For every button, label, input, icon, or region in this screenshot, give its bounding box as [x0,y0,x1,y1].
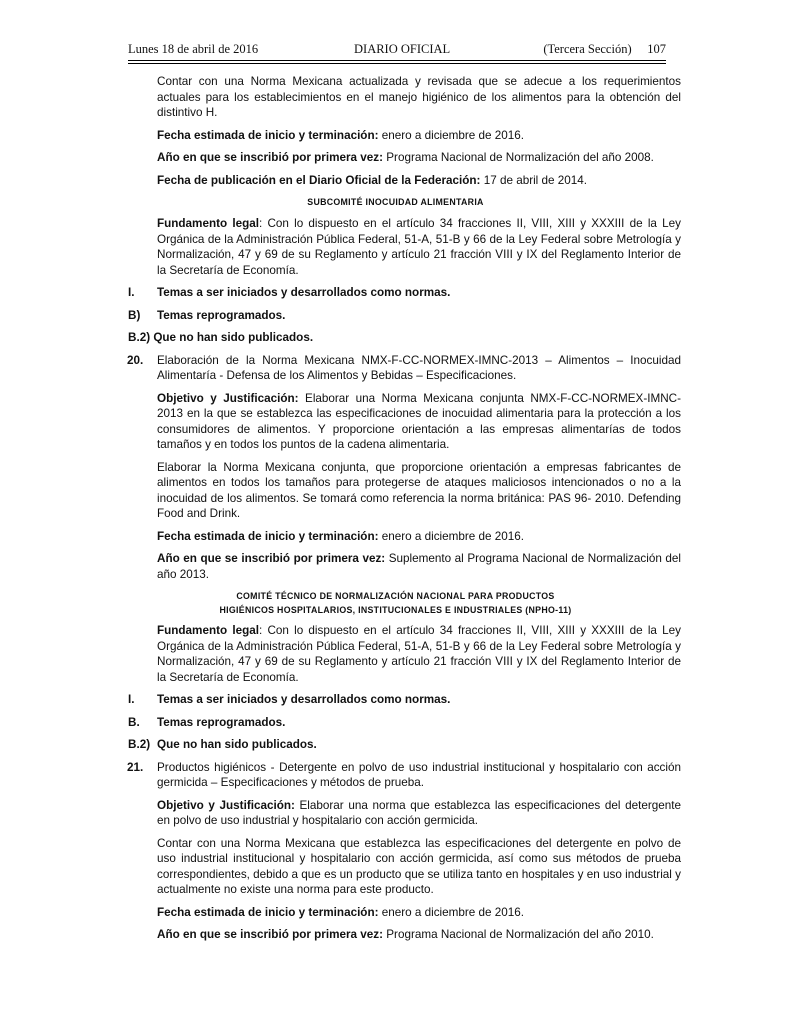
fecha-label: Fecha estimada de inicio y terminación: [157,905,379,919]
fecha-value: enero a diciembre de 2016. [378,905,525,919]
fundamento-value: : Con lo dispuesto en el artículo 34 fracciones II, VIII, XIII y XXXIII de la Ley Orgánica de la Administración Pública Federal, 51-A, 51-B y 66 de la Ley Federal sobre Metrología y Normalización, 47 y 69 de su Reglamento y artículo 21 fracción VIII y IX del Reglamento Interior de la Secretaría de Economía. [157,217,681,277]
section-text: Temas reprogramados. [157,308,286,322]
committee-section-b [128,715,681,731]
fundamento-label: Fundamento legal [157,624,259,637]
item-text: Elaboración de la Norma Mexicana NMX-F-CC-NORMEX-IMNC-2013 – Alimentos – Inocuidad Alimentaría - Defensa de los Alimentos y Bebidas – Especificaciones. [157,353,681,382]
header-rule-top [128,60,666,61]
block1-intro: Contar con una Norma Mexicana actualizada y revisada que se adecue a los requerimientos actuales para los establecimientos en el manejo higiénico de los alimentos para la obtención del distintivo H. [157,75,681,119]
section-text: Temas a ser iniciados y desarrollados como normas. [157,286,451,299]
subcommittee-section-i [128,285,681,301]
anio-value: Programa Nacional de Normalización del año 2008. [383,151,654,164]
fecha-value: enero a diciembre de 2016. [378,529,525,543]
item-21-fecha [157,905,681,921]
anio-value: Suplemento al Programa Nacional de Normalización del año 2013. [157,552,681,581]
fundamento-label: Fundamento legal [157,217,259,230]
fecha-label: Fecha estimada de inicio y terminación: [157,128,379,142]
header-page-number: 107 [647,42,666,56]
section-marker: I. [128,286,135,299]
fecha-label: Fecha estimada de inicio y terminación: [157,529,379,543]
item-20-anio [157,551,681,582]
item-20-objetivo [157,391,681,453]
item-number: 21. [127,760,144,774]
publicacion-label: Fecha de publicación en el Diario Oficial de la Federación: [157,173,481,187]
block1-anio [157,150,681,166]
header-section: (Tercera Sección) [543,42,632,56]
item-20-paragraph: Elaborar la Norma Mexicana conjunta, que proporcione orientación a empresas fabricantes de alimentos en todos los tamaños para protegerse de ataques maliciosos intencionados o no a la inocuidad de los alimentos. Se tomará como referencia la norma británica: PAS 96- 2010. Defending Food and Drink. [157,460,681,520]
subcommittee-section-b [128,308,681,324]
objetivo-value: Elaborar una norma que establezca las especificaciones del detergente en polvo de uso industrial y hospitalario con acción germicida. [157,798,681,827]
objetivo-label: Objetivo y Justificación: [157,798,295,812]
header-date: Lunes 18 de abril de 2016 [128,42,259,56]
item-text: Productos higiénicos - Detergente en polvo de uso industrial institucional y hospitalario con acción germicida – Especificaciones y métodos de prueba. [157,760,681,789]
section-marker: B.2) [128,738,151,751]
committee-section-b2 [128,737,681,753]
subcommittee-title: SUBCOMITÉ INOCUIDAD ALIMENTARIA [307,197,484,207]
committee-fundamento [157,623,681,685]
section-marker: I. [128,693,135,706]
item-21-objetivo [157,798,681,829]
committee-section-i [128,692,681,708]
objetivo-value: Elaborar una Norma Mexicana conjunta NMX-F-CC-NORMEX-IMNC-2013 en la que se establezca las especificaciones de inocuidad alimentaria para la protección a los consumidores de alimentos. Y proporcione orientación a las empresas alimentarías de todos tamaños y en todos los puntos de la cadena alimentaria. [157,391,681,451]
block1-publicacion [157,173,681,189]
committee-title-line1: COMITÉ TÉCNICO DE NORMALIZACIÓN NACIONAL PARA PRODUCTOS [236,591,555,601]
objetivo-label: Objetivo y Justificación: [157,391,299,405]
page-header [128,42,666,60]
item-20-fecha [157,529,681,545]
document-body [0,74,791,950]
section-marker: B) [128,308,141,322]
subcommittee-section-b2: B.2) Que no han sido publicados. [128,331,314,344]
section-text: Temas a ser iniciados y desarrollados como normas. [157,693,451,706]
section-marker: B. [128,715,140,729]
fundamento-value: : Con lo dispuesto en el artículo 34 fracciones II, VIII, XIII y XXXIII de la Ley Orgánica de la Administración Pública Federal, 51-A, 51-B y 66 de la Ley Federal sobre Metrología y Normalización, 47 y 69 de su Reglamento y artículo 21 fracción VIII y IX del Reglamento Interior de la Secretaría de Economía. [157,624,681,684]
item-number: 20. [127,353,144,367]
header-publication: DIARIO OFICIAL [354,42,451,56]
anio-label: Año en que se inscribió por primera vez: [157,151,384,164]
committee-title [110,589,681,617]
item-21-anio [157,927,681,943]
section-text: Que no han sido publicados. [157,738,317,751]
item-20 [127,353,681,384]
section-text: Temas reprogramados. [157,715,286,729]
anio-label: Año en que se inscribió por primera vez: [157,552,386,565]
anio-label: Año en que se inscribió por primera vez: [157,928,384,941]
item-21 [127,760,681,791]
header-rule-bottom [128,63,666,64]
header-section-page [543,42,666,57]
subcommittee-fundamento [157,216,681,278]
fecha-value: enero a diciembre de 2016. [378,128,525,142]
committee-title-line2: HIGIÉNICOS HOSPITALARIOS, INSTITUCIONALES E INDUSTRIALES (NPHO-11) [219,605,572,615]
publicacion-value: 17 de abril de 2014. [480,173,588,187]
item-21-paragraph: Contar con una Norma Mexicana que establezca las especificaciones del detergente en polvo de uso industrial institucional y hospitalario con acción germicida, así como sus métodos de prueba correspondientes, debido a que es un producto que se utiliza tanto en hospitales y en uso industrial y actualmente no existe una norma para este producto. [157,836,681,896]
block1-fecha [157,128,681,144]
anio-value: Programa Nacional de Normalización del año 2010. [383,928,654,941]
